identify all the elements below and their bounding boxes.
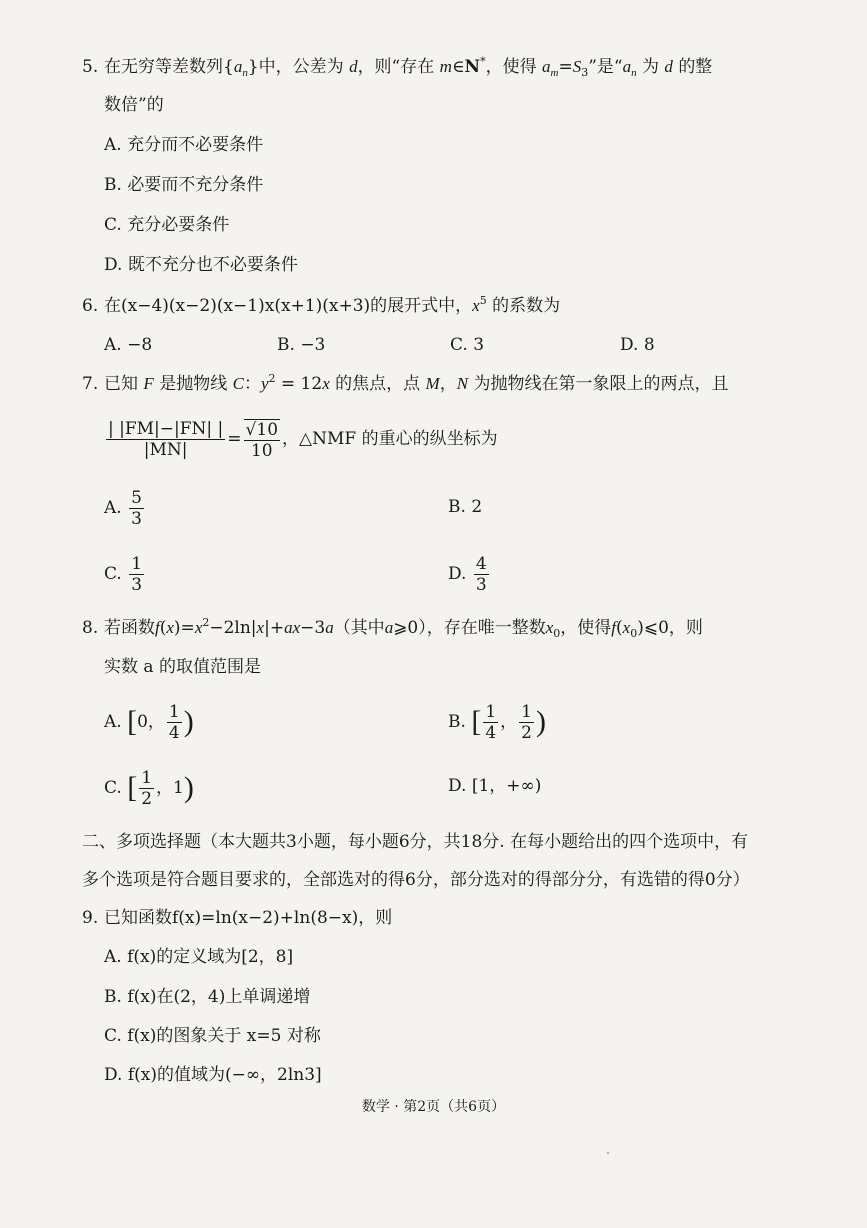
question-8-line-2: 实数 a 的取值范围是 [104,657,261,677]
q5-option-a[interactable]: A. 充分而不必要条件 [104,135,264,155]
q8-option-d[interactable]: D. [1，+∞) [448,776,542,796]
q7-option-b[interactable]: B. 2 [448,497,483,517]
section-2-heading: 二、多项选择题（本大题共3小题，每小题6分，共18分. 在每小题给出的四个选项中，有 [82,832,749,852]
question-5-line-1: 5. 在无穷等差数列$\{a_n\}$中，公差为 d，则“存在 m∈N*，使得 $a_m=S_3$”是“$a_n$ 为 d 的整 [82,55,713,79]
question-6: 6. 在(x−4)(x−2)(x−1)x(x+1)(x+3)的展开式中，$x^5$ 的系数为 [82,294,561,316]
q5-option-d[interactable]: D. 既不充分也不必要条件 [104,255,298,275]
q9-option-b[interactable]: B. f(x)在(2，4)上单调递增 [104,987,311,1007]
q8-option-c[interactable]: C. [ $\frac{1}{2}$ ，1) [104,768,194,809]
q6-option-c[interactable]: C. 3 [450,335,485,355]
distance-ratio-fraction: $\frac{| |FM|-|FN| |}{|MN|}$ [108,419,224,460]
q9-option-a[interactable]: A. f(x)的定义域为[2，8] [104,947,294,967]
q5-option-c[interactable]: C. 充分必要条件 [104,215,230,235]
q8-option-a[interactable]: A. [0， $\frac{1}{4}$ ) [104,702,194,743]
q5-option-b[interactable]: B. 必要而不充分条件 [104,175,264,195]
q8-option-b[interactable]: B. [ $\frac{1}{4}$ ， $\frac{1}{2}$ ) [448,702,546,743]
q9-option-c[interactable]: C. f(x)的图象关于 x=5 对称 [104,1026,321,1046]
question-7-line-2: $\frac{| |FM|-|FN| |}{|MN|}$ = $\frac{√10}{10}$ ，△NMF 的重心的纵坐标为 [108,419,498,461]
page-footer: 数学 · 第2页（共6页） [361,1099,506,1115]
q6-option-b[interactable]: B. −3 [277,335,326,355]
question-7-line-1: 7. 已知 F 是抛物线 C：$y^2 = 12x$ 的焦点，点 M，N 为抛物线在第一象限上的两点，且 [82,372,729,394]
question-5-line-2: 数倍”的 [104,95,164,115]
section-2-instructions: 多个选项是符合题目要求的，全部选对的得6分，部分选对的得部分分，有选错的得0分） [82,870,750,890]
q6-option-d[interactable]: D. 8 [620,335,655,355]
question-9: 9. 已知函数f(x)=ln(x−2)+ln(8−x)，则 [82,908,393,928]
q6-option-a[interactable]: A. −8 [104,335,153,355]
q9-option-d[interactable]: D. f(x)的值域为(−∞，2ln3] [104,1065,322,1085]
question-8-line-1: 8. 若函数$f(x)=x^2-2\ln|x|+ax-3a$（其中a⩾0），存在唯一整数$x_0$，使得$f(x_0)⩽0$，则 [82,616,703,640]
q7-option-d[interactable]: D. $\frac{4}{3}$ [448,554,487,595]
sqrt10-fraction: $\frac{√10}{10}$ [245,419,279,461]
q7-option-a[interactable]: A. $\frac{5}{3}$ [104,488,142,529]
scan-speck [607,1152,609,1154]
q7-option-c[interactable]: C. $\frac{1}{3}$ [104,554,143,595]
